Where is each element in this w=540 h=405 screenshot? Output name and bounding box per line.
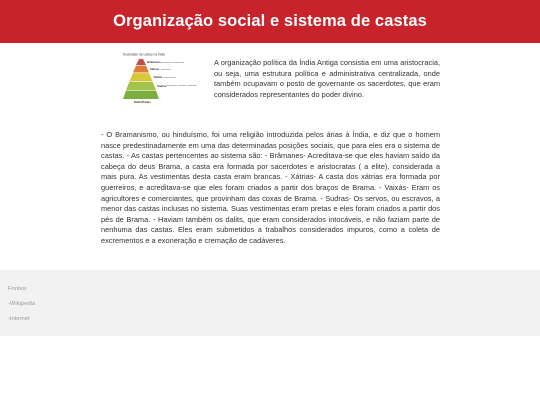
pyramid-level-2 (133, 66, 149, 73)
pyramid-level-1 (136, 59, 146, 65)
sources-footer (0, 270, 540, 336)
source-internet: -Internet (8, 316, 30, 322)
pyramid-label-3: Vaixás (153, 75, 163, 79)
pyramid-note-4: camponeses, artesãos e operários (166, 85, 197, 87)
pyramid-title: Sociedade de castas na Índia (123, 52, 165, 57)
pyramid-label-4: Sudras (157, 84, 167, 88)
castes-paragraph: - O Bramanismo, ou hinduísmo, foi uma religião introduzida pelos árias à Índia, e diz que o homem nasce predestinadamente em uma das determinadas posições sociais, que para eles era o sistema de castas. - As castas pertencentes ao sistema são: - Brâmanes- Acreditava-se que eles haviam saído da cabeça do deus Brama, a casta era formada por sacerdotes e aristocratas ( a elite), considerada a mais pura. As vestimentas desta casta eram brancas. - Xátrias- A casta dos xátrias era formada por guerreiros, e acreditava-se que eles foram criados a partir dos braços de Brama. - Vaixás- Eram os agricultores e comerciantes, que provinham das coxas de Brama. - Sudras- Os servos, ou escravos, a menor das castas inclusas no sistema. Suas vestimentas eram pretas e eles foram criados a partir dos pés de Brama. - Haviam também os dalits, que eram considerados intocáveis, e não faziam parte de nenhuma das castas. Eles eram submetidos a trabalhos considerados impuros, como a coleta de excrementos e a exoneração e cremação de cadáveres. (101, 130, 440, 245)
pyramid-level-3 (130, 73, 153, 81)
pyramid-label-1: Brâmanes (147, 60, 161, 64)
pyramid-note-2: guerreiros (161, 69, 171, 71)
source-wikipedia: -Wikipedia (8, 301, 36, 307)
sources-heading: Fontes: (8, 286, 28, 292)
caste-pyramid-image (120, 51, 200, 107)
page-title: Organização social e sistema de castas (113, 12, 427, 30)
intro-paragraph: A organização política da Índia Antiga consistia em uma aristocracia, ou seja, uma estrutura política e administrativa centralizada, onde também ocupavam o posto de governante os sacerdotes, que eram considerados representantes do poder divino. (214, 58, 440, 99)
pyramid-note-3: comerciantes (163, 77, 177, 79)
pyramid-label-2: Xátrias (150, 67, 160, 71)
pyramid-level-5 (123, 91, 159, 99)
page-header (0, 0, 540, 43)
pyramid-level-4 (126, 82, 156, 90)
pyramid-label-5: Dalits/Párias (134, 100, 151, 104)
pyramid-note-1: sacerdotes e intelectuais (160, 62, 185, 64)
